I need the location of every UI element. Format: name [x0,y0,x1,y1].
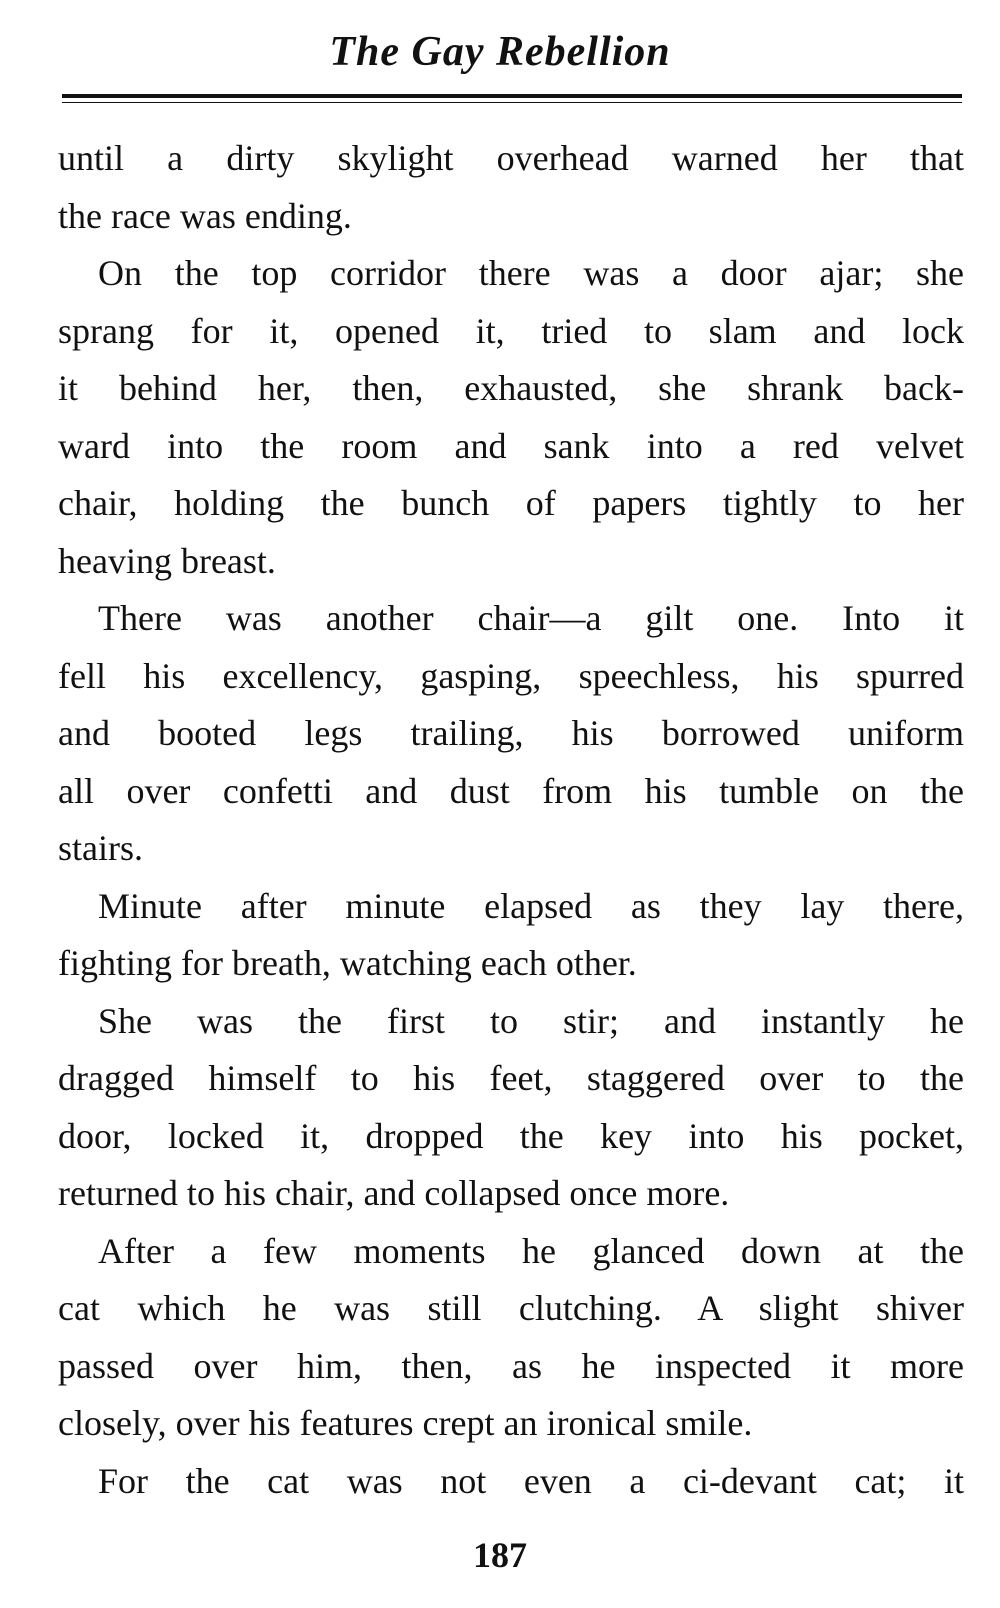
text-line: chair, holding the bunch of papers tightly to her [58,483,964,523]
text-line: Minute after minute elapsed as they lay there, [98,885,964,926]
page-number: 187 [473,1535,527,1575]
text-line: For the cat was not even a ci-devant cat; it [98,1460,964,1501]
text-line: passed over him, then, as he inspected it more [58,1345,964,1386]
text-line: After a few moments he glanced down at the [98,1230,964,1271]
text-line: fighting for breath, watching each other. [58,943,637,983]
text-line: cat which he was still clutching. A slight shiver [58,1288,964,1328]
body-text [58,130,964,1510]
text-line: stairs. [58,828,143,868]
text-line: sprang for it, opened it, tried to slam and lock [58,310,964,351]
text-line: She was the first to stir; and instantly he [98,1000,964,1041]
text-line: ward into the room and sank into a red velvet [58,425,964,466]
text-line: fell his excellency, gasping, speechless, his spurred [58,655,964,696]
running-head: The Gay Rebellion [329,29,671,75]
text-line: heaving breast. [58,540,276,581]
text-line: door, locked it, dropped the key into his pocket, [58,1115,964,1156]
text-line: until a dirty skylight overhead warned her that [58,138,964,178]
text-line: all over confetti and dust from his tumble on the [58,770,964,811]
header-rule-thick [62,94,962,98]
text-line: On the top corridor there was a door ajar; she [98,253,964,293]
header-rule-thin [62,102,962,103]
text-line: There was another chair—a gilt one. Into it [98,598,964,638]
text-line: dragged himself to his feet, staggered over to the [58,1058,964,1098]
text-line: the race was ending. [58,195,352,236]
text-line: returned to his chair, and collapsed once more. [58,1173,730,1213]
text-line: and booted legs trailing, his borrowed uniform [58,713,964,753]
text-line: closely, over his features crept an ironical smile. [58,1403,753,1443]
text-line: it behind her, then, exhausted, she shrank back- [58,368,964,408]
